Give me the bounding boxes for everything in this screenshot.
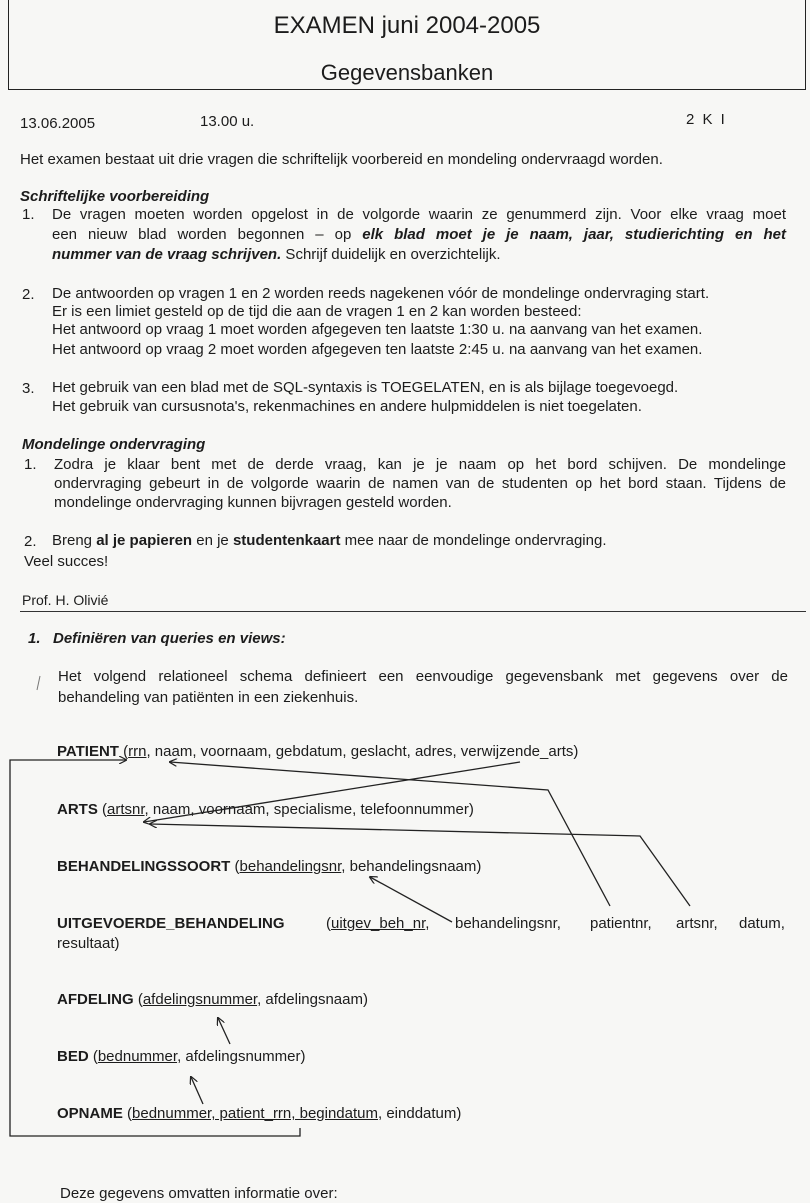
arrow-opname-to-bed	[191, 1077, 203, 1104]
oral-item2-line: Breng al je papieren en je studentenkaart mee naar de mondelinge ondervraging.	[52, 532, 607, 549]
uitgevoerde-col-datum: datum,	[739, 915, 785, 932]
uitgevoerde-key: (uitgev_beh_nr,	[326, 915, 430, 932]
arrow-behandelingsnr	[370, 877, 452, 922]
schema-arts: ARTS (artsnr, naam, voornaam, specialisme, telefoonnummer)	[57, 801, 474, 818]
written-heading: Schriftelijke voorbereiding	[20, 188, 210, 205]
oral-item2-number: 2.	[24, 533, 37, 550]
written-item3-line1: Het gebruik van een blad met de SQL-syntaxis is TOEGELATEN, en is als bijlage toegevoegd.	[52, 379, 679, 396]
arrow-bed-to-afdeling	[218, 1018, 230, 1044]
schema-afdeling: AFDELING (afdelingsnummer, afdelingsnaam)	[57, 991, 368, 1008]
oral-item1-number: 1.	[24, 456, 37, 473]
written-item2-line2: Er is een limiet gesteld op de tijd die aan de vragen 1 en 2 kan worden besteed:	[52, 303, 582, 320]
arrow-opname-to-patient	[10, 760, 300, 1136]
closing-text: Veel succes!	[24, 553, 109, 570]
question1-line2: behandeling van patiënten in een ziekenhuis.	[58, 689, 359, 706]
schema-patient: PATIENT (rrn, naam, voornaam, gebdatum, geslacht, adres, verwijzende_arts)	[57, 743, 579, 760]
course-title: Gegevensbanken	[320, 60, 494, 85]
signature: Prof. H. Olivié	[22, 592, 109, 608]
written-item2-line1: De antwoorden op vragen 1 en 2 worden reeds nagekenen vóór de mondelinge ondervraging start.	[52, 285, 710, 302]
uitgevoerde-col-behandelingsnr: behandelingsnr,	[455, 915, 561, 932]
footer-text: Deze gegevens omvatten informatie over:	[60, 1185, 338, 1202]
oral-item1-line3: mondelinge ondervraging kunnen bijvragen gesteld worden.	[54, 494, 452, 511]
written-item2-line3: Het antwoord op vraag 1 moet worden afgegeven ten laatste 1:30 u. na aanvang van het examen.	[52, 321, 703, 338]
written-item1-line3: nummer van de vraag schrijven. Schrijf duidelijk en overzichtelijk.	[52, 246, 501, 263]
exam-time: 13.00 u.	[200, 113, 255, 130]
schema-opname: OPNAME (bednummer, patient_rrn, begindatum, einddatum)	[57, 1105, 462, 1122]
written-item1-line1: De vragen moeten worden opgelost in de volgorde waarin ze genummerd zijn. Voor elke vraag moet	[52, 206, 786, 223]
written-item1-line2: een nieuw blad worden begonnen – op elk blad moet je je naam, jaar, studierichting en het	[52, 226, 787, 243]
uitgevoerde-col-artsnr: artsnr,	[676, 915, 718, 932]
arrow-verwijzende-arts	[144, 762, 520, 822]
pen-mark	[37, 676, 40, 690]
question1-heading: 1. Definiëren van queries en views:	[28, 630, 286, 647]
schema-behandelingssoort: BEHANDELINGSSOORT (behandelingsnr, behandelingsnaam)	[57, 858, 482, 875]
uitgevoerde-line2: resultaat)	[57, 935, 120, 952]
intro-text: Het examen bestaat uit drie vragen die schriftelijk voorbereid en mondeling ondervraagd worden.	[20, 151, 663, 168]
exam-date: 13.06.2005	[20, 115, 96, 132]
written-item2-line4: Het antwoord op vraag 2 moet worden afgegeven ten laatste 2:45 u. na aanvang van het examen.	[52, 341, 703, 358]
written-item3-number: 3.	[22, 380, 35, 397]
class-code: 2 K I	[686, 111, 727, 128]
question1-line1: Het volgend relationeel schema definieert een eenvoudige gegevensbank met gegevens over de	[58, 668, 788, 685]
oral-item1-line1: Zodra je klaar bent met de derde vraag, kan je je naam op het bord schijven. De mondelinge	[54, 456, 786, 473]
written-item2-number: 2.	[22, 286, 35, 303]
arrow-artsnr-to-arts	[150, 824, 690, 906]
uitgevoerde-col-patientnr: patientnr,	[590, 915, 652, 932]
oral-item1-line2: ondervraging gebeurt in de volgorde waarin de namen van de studenten op het bord staan. Tijdens de	[54, 475, 786, 492]
exam-title: EXAMEN juni 2004-2005	[273, 12, 541, 39]
schema-uitgevoerde-behandeling: UITGEVOERDE_BEHANDELING	[57, 915, 285, 932]
oral-heading: Mondelinge ondervraging	[22, 436, 206, 453]
written-item3-line2: Het gebruik van cursusnota's, rekenmachines en andere hulpmiddelen is niet toegelaten.	[52, 398, 642, 415]
written-item1-number: 1.	[22, 206, 35, 223]
schema-bed: BED (bednummer, afdelingsnummer)	[57, 1048, 306, 1065]
